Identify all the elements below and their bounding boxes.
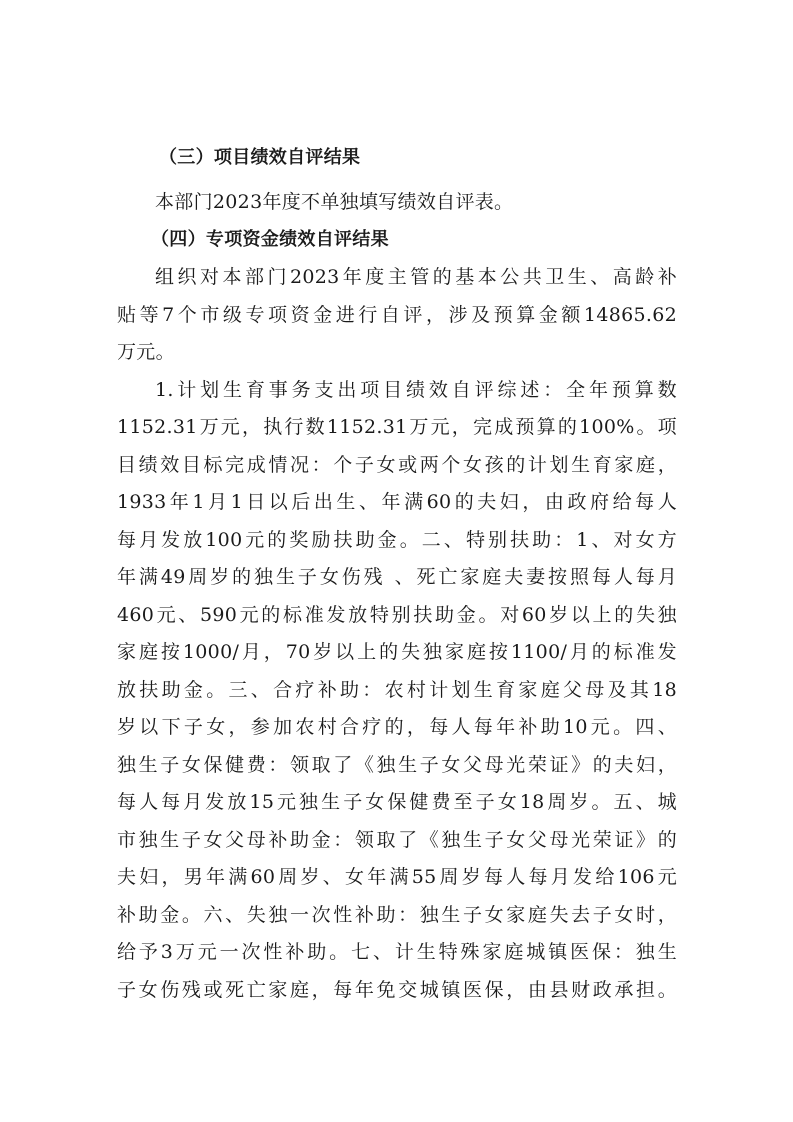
paragraph-line: 目绩效目标完成情况：个子女或两个女孩的计划生育家庭， bbox=[117, 453, 677, 476]
section-heading-4: （四）专项资金绩效自评结果 bbox=[151, 228, 389, 250]
paragraph-line: 460元、590元的标准发放特别扶助金。对60岁以上的失独 bbox=[117, 603, 677, 626]
paragraph-line: 岁以下子女，参加农村合疗的，每人每年补助10元。四、 bbox=[117, 716, 677, 738]
paragraph-line: 1152.31万元，执行数1152.31万元，完成预算的100%。项 bbox=[117, 416, 677, 438]
paragraph-line: 给予3万元一次性补助。七、计生特殊家庭城镇医保：独生 bbox=[117, 941, 677, 963]
section-heading-3: （三）项目绩效自评结果 bbox=[159, 147, 361, 168]
paragraph-line: 市独生子女父母补助金：领取了《独生子女父母光荣证》的 bbox=[117, 828, 677, 851]
document-body bbox=[117, 140, 677, 1009]
paragraph-line: 补助金。六、失独一次性补助：独生子女家庭失去子女时， bbox=[117, 903, 677, 926]
paragraph-line: 1.计划生育事务支出项目绩效自评综述：全年预算数 bbox=[155, 378, 677, 401]
paragraph-line: 放扶助金。三、合疗补助：农村计划生育家庭父母及其18 bbox=[117, 678, 677, 701]
paragraph-line: 每月发放100元的奖励扶助金。二、特别扶助：1、对女方 bbox=[117, 528, 677, 551]
paragraph-line: 贴等7个市级专项资金进行自评，涉及预算金额14865.62 bbox=[117, 303, 677, 326]
paragraph-line: 组织对本部门2023年度主管的基本公共卫生、高龄补 bbox=[155, 266, 677, 288]
paragraph-line: 每人每月发放15元独生子女保健费至子女18周岁。五、城 bbox=[117, 791, 677, 813]
paragraph-line: 年满49周岁的独生子女伤残 、死亡家庭夫妻按照每人每月 bbox=[117, 566, 677, 588]
paragraph-line: 子女伤残或死亡家庭，每年免交城镇医保，由县财政承担。 bbox=[117, 978, 677, 1001]
paragraph-special-funds bbox=[117, 259, 677, 370]
paragraph-line: 家庭按1000/月，70岁以上的失独家庭按1100/月的标准发 bbox=[117, 641, 677, 663]
paragraph-family-planning bbox=[117, 372, 677, 1008]
paragraph-line: 独生子女保健费：领取了《独生子女父母光荣证》的夫妇， bbox=[117, 753, 677, 776]
paragraph-self-evaluation-note: 本部门2023年度不单独填写绩效自评表。 bbox=[155, 191, 514, 213]
paragraph-line: 万元。 bbox=[117, 341, 175, 363]
paragraph-line: 夫妇，男年满60周岁、女年满55周岁每人每月发给106元 bbox=[117, 866, 677, 888]
paragraph-line: 1933年1月1日以后出生、年满60的夫妇，由政府给每人 bbox=[117, 491, 677, 513]
